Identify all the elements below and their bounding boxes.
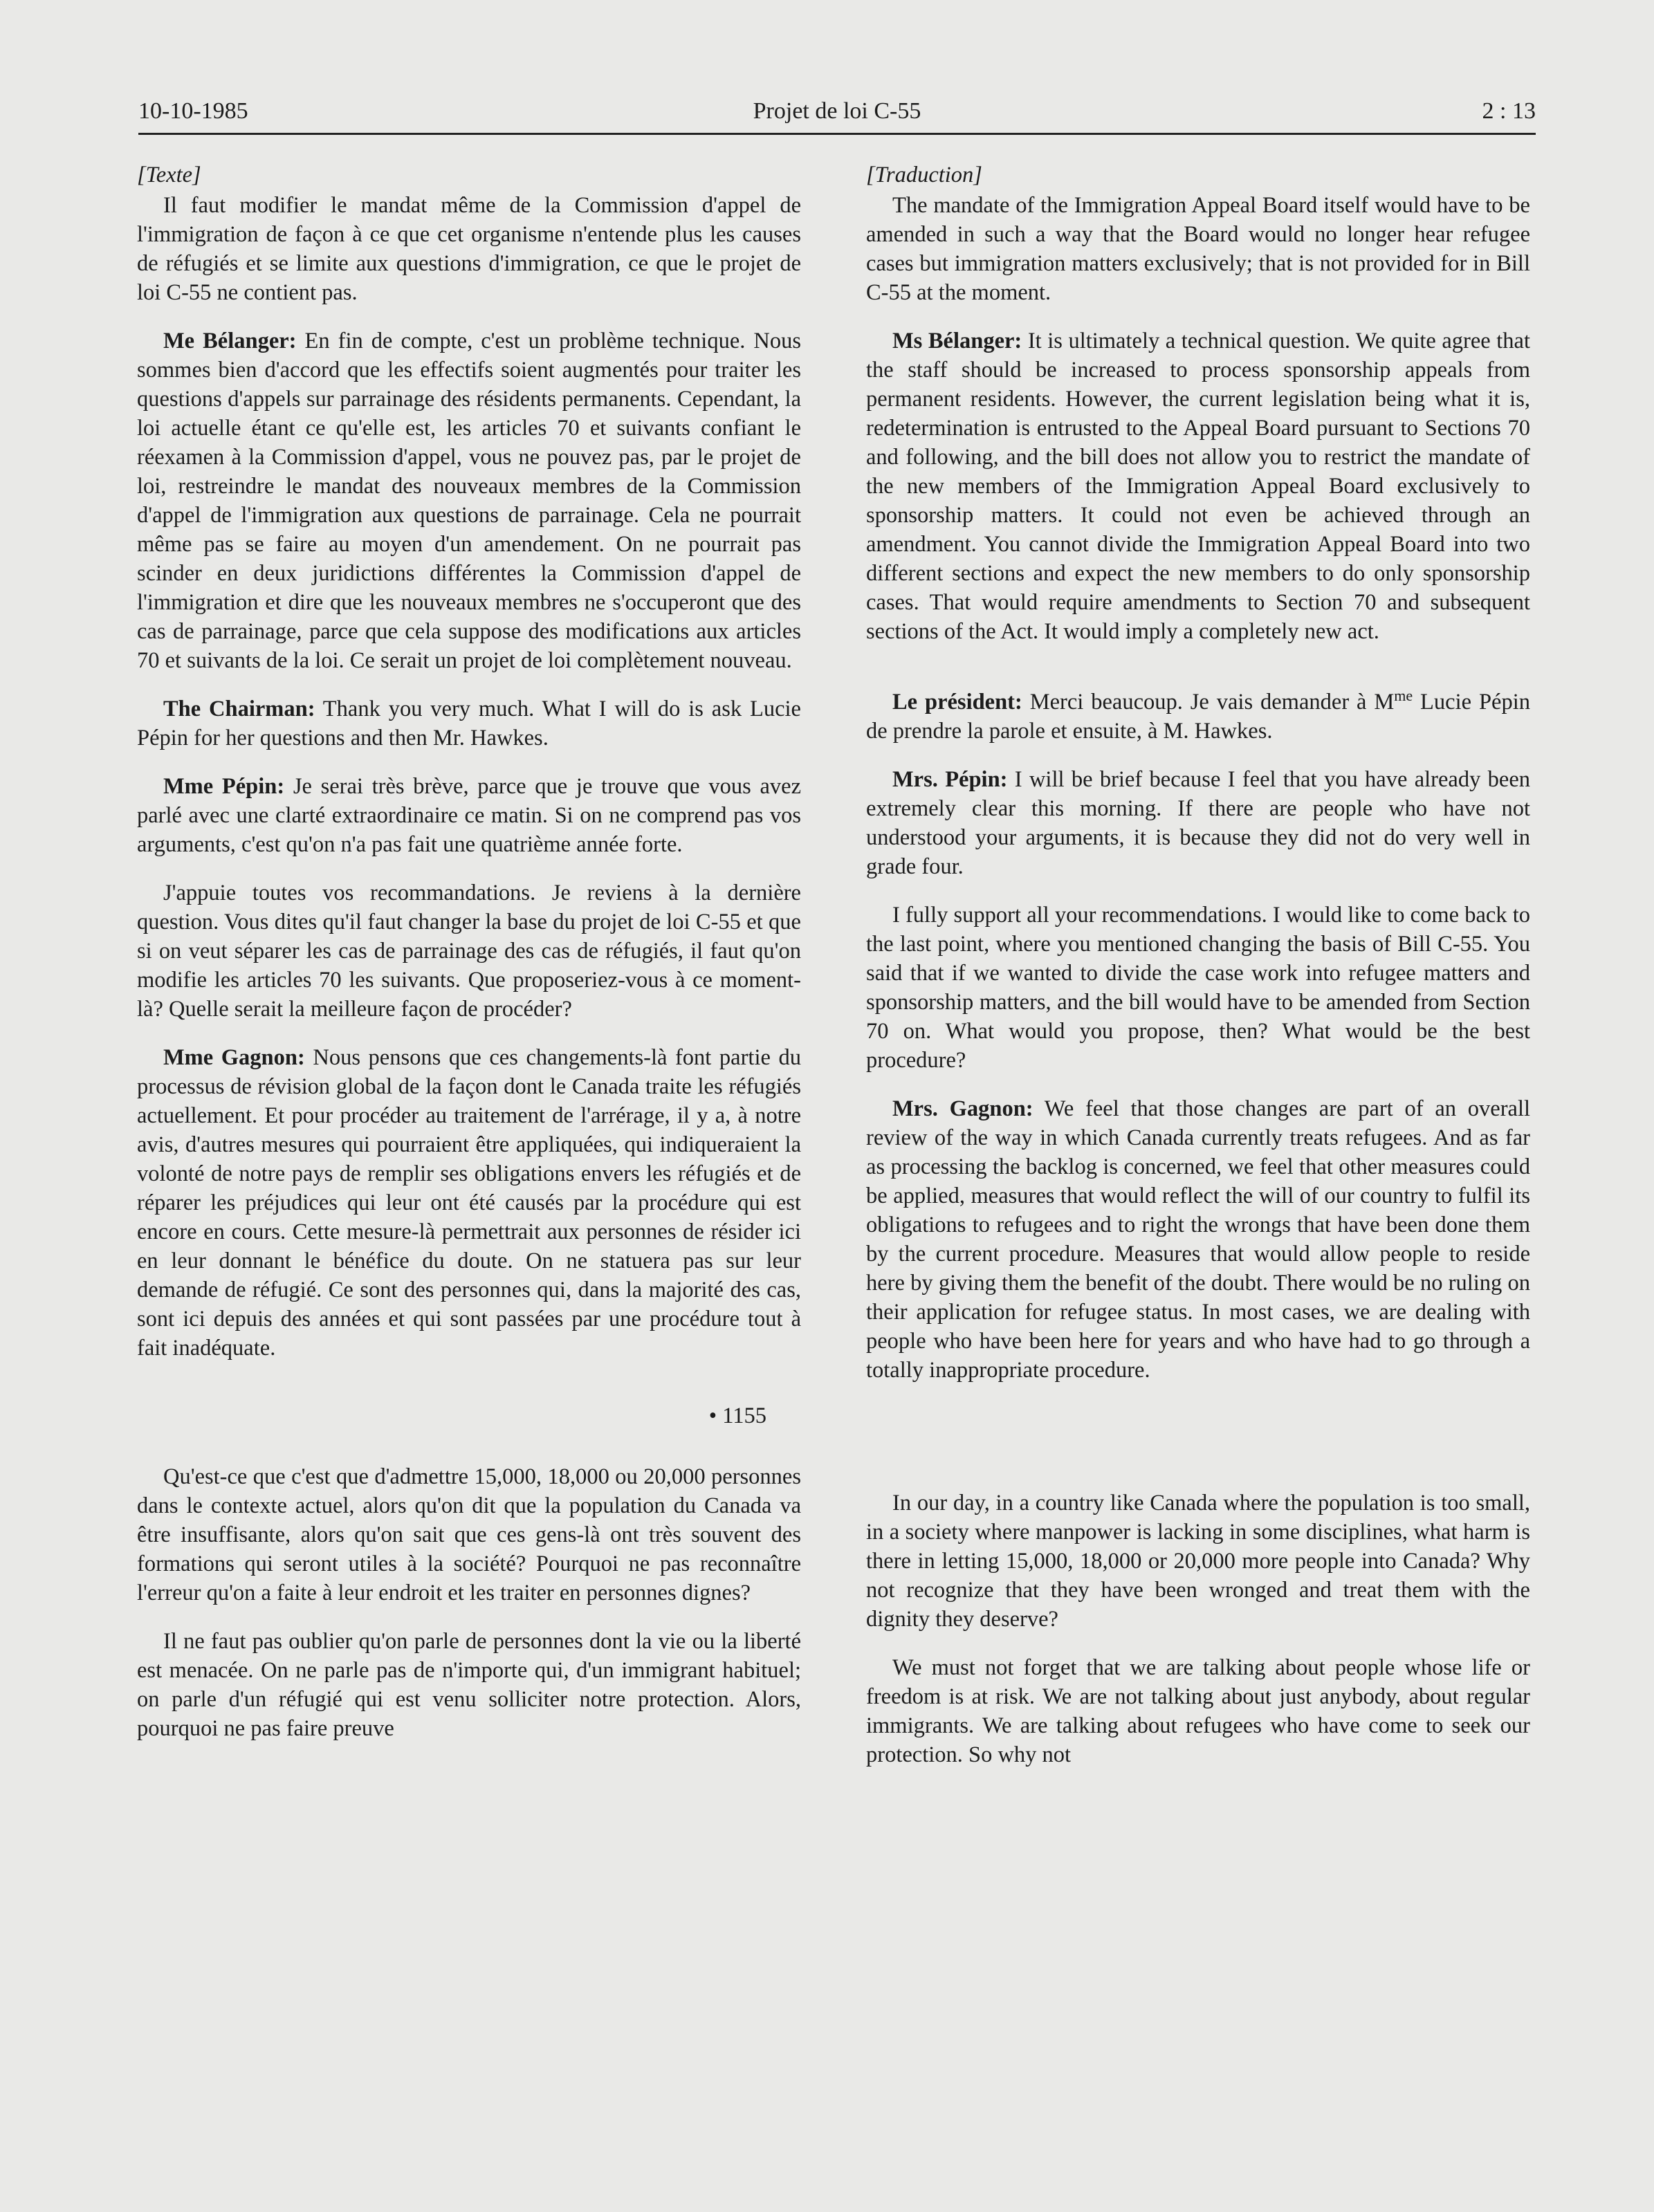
speaker-name: Mrs. Gagnon: xyxy=(892,1096,1033,1121)
fr-paragraph: Qu'est-ce que c'est que d'admettre 15,000, 18,000 ou 20,000 personnes dans le contexte actuel, alors qu'on dit que la population du Canada va être insuffisante, alors qu'on sait que ces gens-là ont très souvent des formations qui seront utiles à la société? Pourquoi ne pas reconnaître l'erreur qu'on a faite à leur endroit et les traiter en personnes dignes? xyxy=(137,1464,801,1605)
speaker-name: Le président: xyxy=(892,690,1022,715)
en-paragraph: I fully support all your recommendations. I would like to come back to the last point, where you mentioned changing the basis of Bill C-55. You said that if we wanted to divide the case work into refugee matters and sponsorship matters, and the bill would have to be amended from Section 70 on. What would you propose, then? What would be the best procedure? xyxy=(866,903,1530,1073)
section-label-texte: [Texte] xyxy=(137,163,201,187)
speech-text: We feel that those changes are part of an overall review of the way in which Canada currently treats refugees. And as far as processing the backlog is concerned, we feel that other measures could be applied, measures that would reflect the will of our country to fulfil its obligations to refugees and to right the wrongs that have been done them by the current procedure. Measures that would allow people to reside here by giving them the benefit of the doubt. There would be no ruling on their application for refugee status. In most cases, we are dealing with people who have been here for years and who have had to go through a totally inappropriate procedure. xyxy=(866,1096,1530,1383)
speaker-name: The Chairman: xyxy=(163,697,315,721)
speech-text: I will be brief because I feel that you have already been extremely clear this morning. If there are people who have not understood your arguments, it is because they did not do very well in grade four. xyxy=(866,767,1530,879)
header-date: 10-10-1985 xyxy=(138,98,248,124)
time-marker: • 1155 xyxy=(708,1403,766,1428)
header-page-number: 2 : 13 xyxy=(1482,98,1536,124)
speech-text: Lucie Pépin de prendre la parole et ensuite, à M. Hawkes. xyxy=(866,690,1530,744)
header-title: Projet de loi C-55 xyxy=(753,98,921,124)
speaker-name: Me Bélanger: xyxy=(163,329,297,353)
speech-text: En fin de compte, c'est un problème technique. Nous sommes bien d'accord que les effectifs soient augmentés pour traiter les questions d'appels sur parrainage des résidents permanents. Cependant, la loi actuelle étant ce qu'elle est, les articles 70 et suivants confiant le réexamen à la Commission d'appel, vous ne pouvez pas, par le projet de loi, restreindre le mandat des nouveaux membres de la Commission d'appel de l'immigration aux questions de parrainage. Cela ne pourrait même pas se faire au moyen d'un amendement. On ne pourrait pas scinder en deux juridictions différentes la Commission d'appel de l'immigration et dire que les nouveaux membres ne s'occuperont que des cas de parrainage, parce que cela suppose des modifications aux articles 70 et suivants de la loi. Ce serait un projet de loi complètement nouveau. xyxy=(137,329,801,673)
page-header xyxy=(138,91,1536,135)
en-paragraph xyxy=(866,1094,1530,1385)
speech-text: Je serai très brève, parce que je trouve que vous avez parlé avec une clarté extraordinaire ce matin. Si on ne comprend pas vos arguments, c'est qu'on n'a pas fait une quatrième année forte. xyxy=(137,774,801,857)
french-column xyxy=(137,160,801,2187)
superscript: me xyxy=(1394,687,1413,705)
en-paragraph: The mandate of the Immigration Appeal Board itself would have to be amended in such a way that the Board would no longer hear refugee cases but immigration matters exclusively; that is not provided for in Bill C-55 at the moment. xyxy=(866,193,1530,305)
speech-text: Merci beaucoup. Je vais demander à M xyxy=(1022,690,1395,715)
en-paragraph xyxy=(866,765,1530,881)
english-column xyxy=(866,160,1530,2187)
en-paragraph: In our day, in a country like Canada where the population is too small, in a society where manpower is lacking in some disciplines, what harm is there in letting 15,000, 18,000 or 20,000 more people into Canada? Why not recognize that they have been wronged and treat them with the dignity they deserve? xyxy=(866,1491,1530,1632)
fr-paragraph xyxy=(137,694,801,753)
en-paragraph xyxy=(866,326,1530,646)
speaker-name: Mrs. Pépin: xyxy=(892,767,1008,792)
section-label-traduction: [Traduction] xyxy=(866,163,982,187)
fr-paragraph xyxy=(137,772,801,859)
speech-text: Nous pensons que ces changements-là font partie du processus de révision global de la façon dont le Canada traite les réfugiés actuellement. Et pour procéder au traitement de l'arrérage, il y a, à notre avis, d'autres mesures qui pourraient être appliquées, qui indiqueraient la volonté de notre pays de remplir ses obligations envers les réfugiés et de réparer les préjudices qui leur ont été causés par la procédure qui est encore en cours. Cette mesure-là permettrait aux personnes de résider ici en leur donnant le bénéfice du doute. On ne statuera pas sur leur demande de réfugié. Ce sont des personnes qui, dans la majorité des cas, sont ici depuis des années et qui sont passées par une procédure tout à fait inadéquate. xyxy=(137,1045,801,1361)
fr-paragraph xyxy=(137,326,801,675)
en-paragraph xyxy=(866,688,1530,746)
speech-text: Thank you very much. What I will do is ask Lucie Pépin for her questions and then Mr. Hawkes. xyxy=(137,697,801,750)
fr-paragraph: Il faut modifier le mandat même de la Commission d'appel de l'immigration de façon à ce que cet organisme n'entende plus les causes de réfugiés et se limite aux questions d'immigration, ce que le projet de loi C-55 ne contient pas. xyxy=(137,193,801,305)
speaker-name: Mme Pépin: xyxy=(163,774,285,799)
fr-paragraph: Il ne faut pas oublier qu'on parle de personnes dont la vie ou la liberté est menacée. On ne parle pas de n'importe qui, d'un immigrant habituel; on parle d'un réfugié qui est venu solliciter notre protection. Alors, pourquoi ne pas faire preuve xyxy=(137,1629,801,1741)
speech-text: It is ultimately a technical question. We quite agree that the staff should be increased to process sponsorship appeals from permanent residents. However, the current legislation being what it is, redetermination is entrusted to the Appeal Board pursuant to Sections 70 and following, and the bill does not allow you to restrict the mandate of the new members of the Immigration Appeal Board exclusively to sponsorship matters. It could not even be achieved through an amendment. You cannot divide the Immigration Appeal Board into two different sections and expect the new members to do only sponsorship cases. That would require amendments to Section 70 and subsequent sections of the Act. It would imply a completely new act. xyxy=(866,329,1530,644)
speaker-name: Ms Bélanger: xyxy=(892,329,1022,353)
en-paragraph: We must not forget that we are talking about people whose life or freedom is at risk. We are not talking about just anybody, about regular immigrants. We are talking about refugees who have come to seek our protection. So why not xyxy=(866,1655,1530,1767)
speaker-name: Mme Gagnon: xyxy=(163,1045,305,1070)
fr-paragraph xyxy=(137,1043,801,1363)
fr-paragraph: J'appuie toutes vos recommandations. Je reviens à la dernière question. Vous dites qu'il faut changer la base du projet de loi C-55 et que si on veut séparer les cas de parrainage des cas de réfugiés, il faut qu'on modifie les articles 70 les suivants. Que proposeriez-vous à ce moment-là? Quelle serait la meilleure façon de procéder? xyxy=(137,881,801,1022)
